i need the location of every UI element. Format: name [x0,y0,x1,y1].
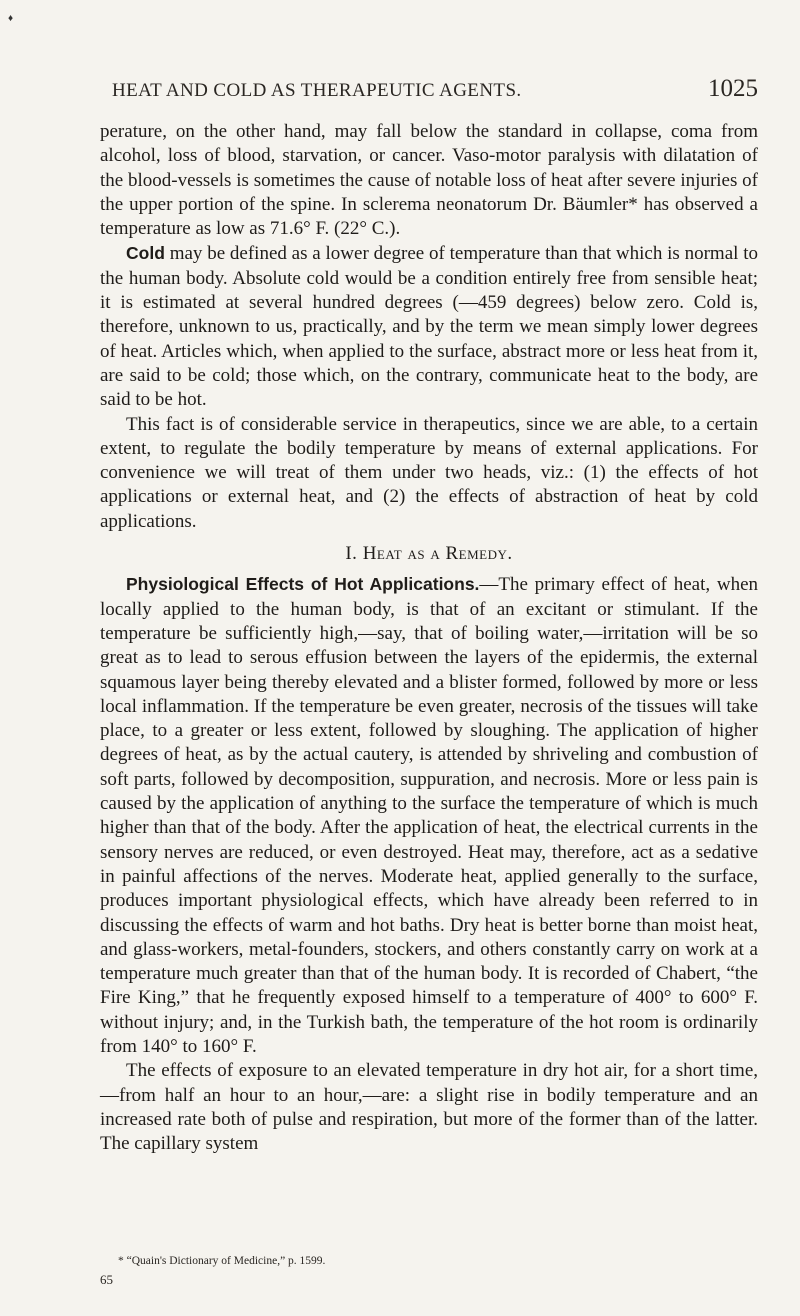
signature-mark: 65 [100,1272,113,1287]
paragraph-physiological-effects [100,572,758,1059]
paragraph-cold-definition [100,241,758,412]
paragraph-dry-hot-air: The effects of exposure to an elevated temperature in dry hot air, for a short time,—from half an hour to an hour,—are: a slight rise in bodily temperature and an increased rate both of pulse and respiration, but more of the former than of the latter. The capillary system [100,1060,758,1155]
footnote: * “Quain's Dictionary of Medicine,” p. 1599. [118,1255,326,1267]
page-body [100,120,758,1156]
page-number: 1025 [708,75,758,102]
paragraph-cold-text: may be defined as a lower degree of temperature than that which is normal to the human body. Absolute cold would be a condition entirely free from sensible heat; it is estimated at several hundred degrees (—459 degrees) below zero. Cold is, therefore, unknown to us, practically, and by the term we mean simply lower degrees of heat. Articles which, when applied to the surface, abstract more or less heat from it, are said to be cold; those which, on the contrary, communicate heat to the body, are said to be hot. [100,243,758,411]
paragraph-therapeutics: This fact is of considerable service in therapeutics, since we are able, to a certain extent, to regulate the bodily temperature by means of external applications. For convenience we will treat of them under two heads, viz.: (1) the effects of hot applications or external heat, and (2) the effects of abstraction of heat by cold applications. [100,413,758,532]
header-title: HEAT AND COLD AS THERAPEUTIC AGENTS. [112,80,522,101]
section-heading [100,542,758,566]
running-header [100,74,758,114]
paragraph-continuation: perature, on the other hand, may fall below the standard in collapse, coma from alcohol, loss of blood, starvation, or cancer. Vaso-motor paralysis with dilatation of the blood-vessels is sometimes the cause of notable loss of heat after severe injuries of the upper portion of the spine. In sclerema neonatorum Dr. Bäumler* has observed a temperature as low as 71.6° F. (22° C.). [100,121,758,240]
term-physiological-effects: Physiological Effects of Hot Applications. [126,574,480,595]
term-cold: Cold [126,243,165,264]
section-numeral: I. [345,543,358,565]
section-title: Heat as a Remedy. [362,543,513,565]
paragraph-physiological-text: —The primary effect of heat, when locally applied to the human body, is that of an excitant or stimulant. If the temperature be sufficiently high,—say, that of boiling water,—irritation will be so great as to lead to serous effusion between the layers of the epidermis, the external squamous layer being thereby elevated and a blister formed, followed by more or less local inflammation. If the temperature be even greater, necrosis of the tissues will take place, to a greater or less extent, followed by sloughing. The application of higher degrees of heat, as by the actual cautery, is attended by shriveling and combustion of soft parts, followed by decomposition, suppuration, and necrosis. More or less pain is caused by the application of anything to the surface the temperature of which is much higher than that of the body. After the application of heat, the electrical currents in the sensory nerves are reduced, or even destroyed. Heat may, therefore, act as a sedative in painful affections of the nerves. Moderate heat, applied generally to the surface, produces important physiological effects, which have already been referred to in discussing the effects of warm and hot baths. Dry heat is better borne than moist heat, and glass-workers, metal-founders, stockers, and others constantly carry on work at a temperature much greater than that of the human body. It is recorded of Chabert, “the Fire King,” that he frequently exposed himself to a temperature of 400° to 600° F. without injury; and, in the Turkish bath, the temperature of the hot room is ordinarily from 140° to 160° F. [100,574,759,1057]
corner-mark: ♦ [8,13,14,24]
